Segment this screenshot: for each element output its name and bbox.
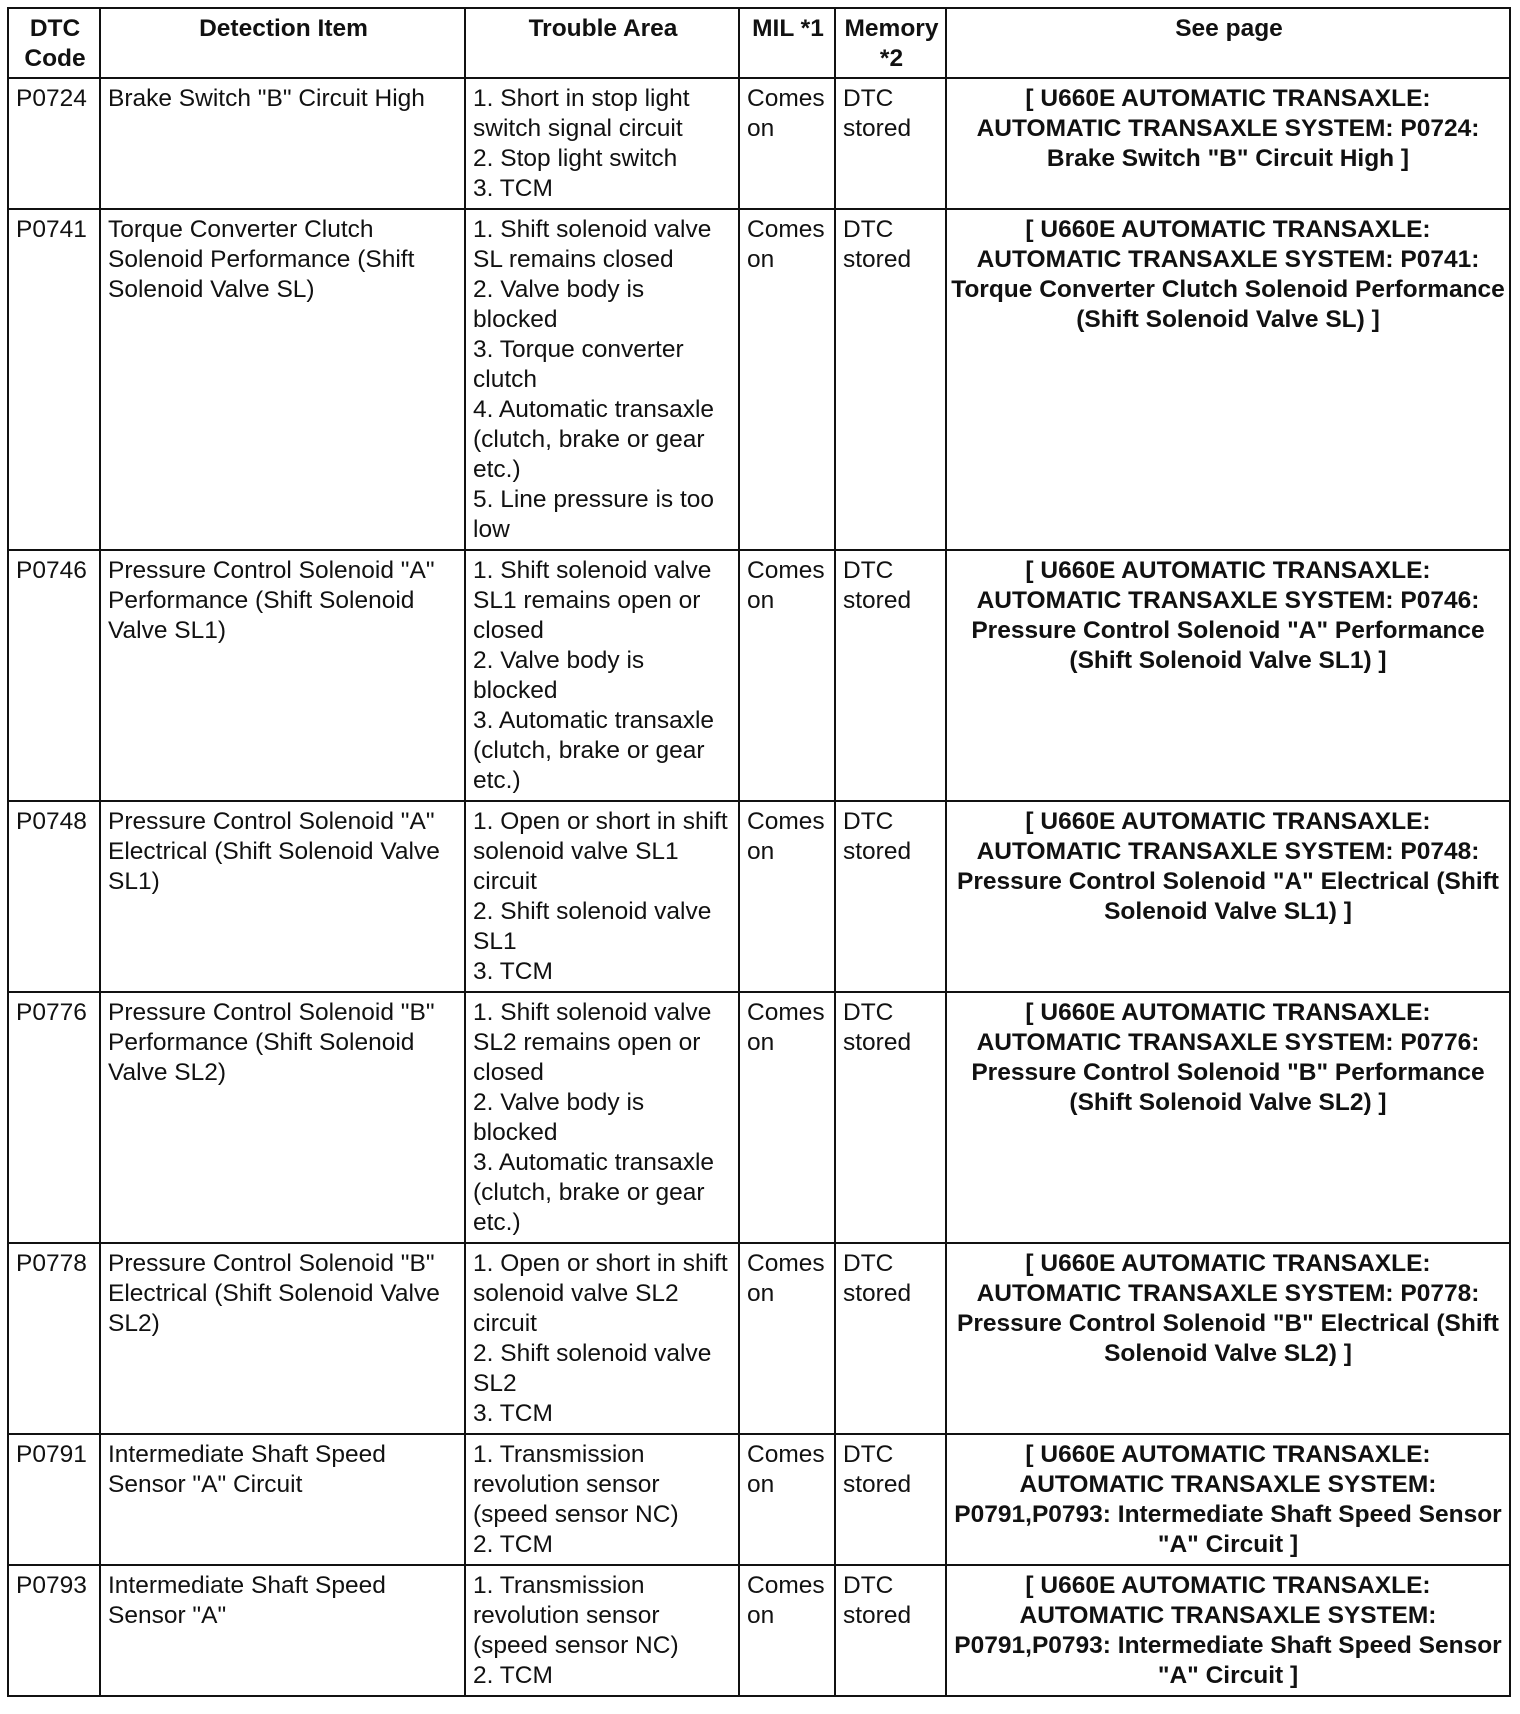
memory-status: DTC stored (835, 209, 946, 550)
dtc-code: P0748 (8, 801, 100, 992)
detection-item: Intermediate Shaft Speed Sensor "A" Circuit (100, 1434, 465, 1565)
memory-status: DTC stored (835, 1565, 946, 1696)
trouble-area-line: 1. Transmission revolution sensor (speed sensor NC) (473, 1572, 679, 1659)
trouble-area-line: 1. Transmission revolution sensor (speed sensor NC) (473, 1441, 679, 1528)
memory-status: DTC stored (835, 1243, 946, 1434)
table-row (8, 801, 1510, 992)
trouble-area-line: 1. Short in stop light switch signal circuit (473, 85, 690, 142)
detection-item: Brake Switch "B" Circuit High (100, 78, 465, 209)
trouble-area-line: 3. TCM (473, 175, 553, 202)
dtc-table (7, 7, 1511, 1697)
mil-status: Comes on (739, 209, 835, 550)
see-page-link[interactable]: [ U660E AUTOMATIC TRANSAXLE: AUTOMATIC TRANSAXLE SYSTEM: P0791,P0793: Intermediate Shaft Speed Sensor "A" Circuit ] (946, 1565, 1510, 1696)
trouble-area-line: 4. Automatic transaxle (clutch, brake or gear etc.) (473, 396, 715, 483)
header-row (8, 8, 1510, 78)
table-row (8, 1243, 1510, 1434)
trouble-area-line: 3. Torque converter clutch (473, 336, 684, 393)
detection-item: Pressure Control Solenoid "B" Performance (Shift Solenoid Valve SL2) (100, 992, 465, 1243)
trouble-area-line: 3. Automatic transaxle (clutch, brake or gear etc.) (473, 707, 715, 794)
table-row (8, 209, 1510, 550)
trouble-area-line: 1. Open or short in shift solenoid valve SL1 circuit (473, 808, 728, 895)
memory-status: DTC stored (835, 992, 946, 1243)
see-page-link[interactable]: [ U660E AUTOMATIC TRANSAXLE: AUTOMATIC TRANSAXLE SYSTEM: P0724: Brake Switch "B" Circuit High ] (946, 78, 1510, 209)
trouble-area-line: 3. TCM (473, 1400, 553, 1427)
see-page-link[interactable]: [ U660E AUTOMATIC TRANSAXLE: AUTOMATIC TRANSAXLE SYSTEM: P0746: Pressure Control Solenoid "A" Performance (Shift Solenoid Valve SL1) ] (946, 550, 1510, 801)
trouble-area-line: 1. Shift solenoid valve SL2 remains open or closed (473, 999, 712, 1086)
trouble-area-line: 1. Shift solenoid valve SL1 remains open or closed (473, 557, 712, 644)
trouble-area-line: 5. Line pressure is too low (473, 486, 715, 543)
trouble-area (465, 1243, 739, 1434)
header-memory: Memory *2 (835, 8, 946, 78)
dtc-code: P0741 (8, 209, 100, 550)
header-trouble-area: Trouble Area (465, 8, 739, 78)
trouble-area (465, 1565, 739, 1696)
trouble-area-line: 2. Valve body is blocked (473, 276, 645, 333)
dtc-code: P0746 (8, 550, 100, 801)
mil-status: Comes on (739, 1565, 835, 1696)
header-dtc-code: DTC Code (8, 8, 100, 78)
trouble-area (465, 801, 739, 992)
dtc-code: P0724 (8, 78, 100, 209)
trouble-area (465, 992, 739, 1243)
see-page-link[interactable]: [ U660E AUTOMATIC TRANSAXLE: AUTOMATIC TRANSAXLE SYSTEM: P0778: Pressure Control Solenoid "B" Electrical (Shift Solenoid Valve SL2) ] (946, 1243, 1510, 1434)
memory-status: DTC stored (835, 550, 946, 801)
trouble-area (465, 1434, 739, 1565)
trouble-area-line: 2. Valve body is blocked (473, 1089, 645, 1146)
mil-status: Comes on (739, 1434, 835, 1565)
detection-item: Torque Converter Clutch Solenoid Performance (Shift Solenoid Valve SL) (100, 209, 465, 550)
trouble-area-line: 2. TCM (473, 1531, 553, 1558)
trouble-area-line: 2. Shift solenoid valve SL2 (473, 1340, 712, 1397)
mil-status: Comes on (739, 550, 835, 801)
trouble-area-line: 1. Shift solenoid valve SL remains closed (473, 216, 712, 273)
table-row (8, 78, 1510, 209)
dtc-code: P0776 (8, 992, 100, 1243)
trouble-area-line: 1. Open or short in shift solenoid valve SL2 circuit (473, 1250, 728, 1337)
see-page-link[interactable]: [ U660E AUTOMATIC TRANSAXLE: AUTOMATIC TRANSAXLE SYSTEM: P0791,P0793: Intermediate Shaft Speed Sensor "A" Circuit ] (946, 1434, 1510, 1565)
memory-status: DTC stored (835, 78, 946, 209)
dtc-table-container (7, 7, 1509, 1697)
see-page-link[interactable]: [ U660E AUTOMATIC TRANSAXLE: AUTOMATIC TRANSAXLE SYSTEM: P0776: Pressure Control Solenoid "B" Performance (Shift Solenoid Valve SL2) ] (946, 992, 1510, 1243)
trouble-area-line: 3. Automatic transaxle (clutch, brake or gear etc.) (473, 1149, 715, 1236)
dtc-code: P0778 (8, 1243, 100, 1434)
mil-status: Comes on (739, 1243, 835, 1434)
trouble-area (465, 550, 739, 801)
header-see-page: See page (946, 8, 1510, 78)
memory-status: DTC stored (835, 801, 946, 992)
table-row (8, 992, 1510, 1243)
header-detection-item: Detection Item (100, 8, 465, 78)
see-page-link[interactable]: [ U660E AUTOMATIC TRANSAXLE: AUTOMATIC TRANSAXLE SYSTEM: P0741: Torque Converter Clutch Solenoid Performance (Shift Solenoid Valve SL) ] (946, 209, 1510, 550)
trouble-area (465, 78, 739, 209)
table-row (8, 1565, 1510, 1696)
see-page-link[interactable]: [ U660E AUTOMATIC TRANSAXLE: AUTOMATIC TRANSAXLE SYSTEM: P0748: Pressure Control Solenoid "A" Electrical (Shift Solenoid Valve SL1) ] (946, 801, 1510, 992)
memory-status: DTC stored (835, 1434, 946, 1565)
trouble-area-line: 2. Stop light switch (473, 145, 678, 172)
header-mil: MIL *1 (739, 8, 835, 78)
trouble-area (465, 209, 739, 550)
detection-item: Intermediate Shaft Speed Sensor "A" (100, 1565, 465, 1696)
mil-status: Comes on (739, 992, 835, 1243)
mil-status: Comes on (739, 801, 835, 992)
table-row (8, 550, 1510, 801)
detection-item: Pressure Control Solenoid "A" Performance (Shift Solenoid Valve SL1) (100, 550, 465, 801)
detection-item: Pressure Control Solenoid "A" Electrical (Shift Solenoid Valve SL1) (100, 801, 465, 992)
trouble-area-line: 2. TCM (473, 1662, 553, 1689)
table-row (8, 1434, 1510, 1565)
detection-item: Pressure Control Solenoid "B" Electrical (Shift Solenoid Valve SL2) (100, 1243, 465, 1434)
trouble-area-line: 2. Shift solenoid valve SL1 (473, 898, 712, 955)
mil-status: Comes on (739, 78, 835, 209)
trouble-area-line: 2. Valve body is blocked (473, 647, 645, 704)
dtc-code: P0793 (8, 1565, 100, 1696)
dtc-code: P0791 (8, 1434, 100, 1565)
trouble-area-line: 3. TCM (473, 958, 553, 985)
